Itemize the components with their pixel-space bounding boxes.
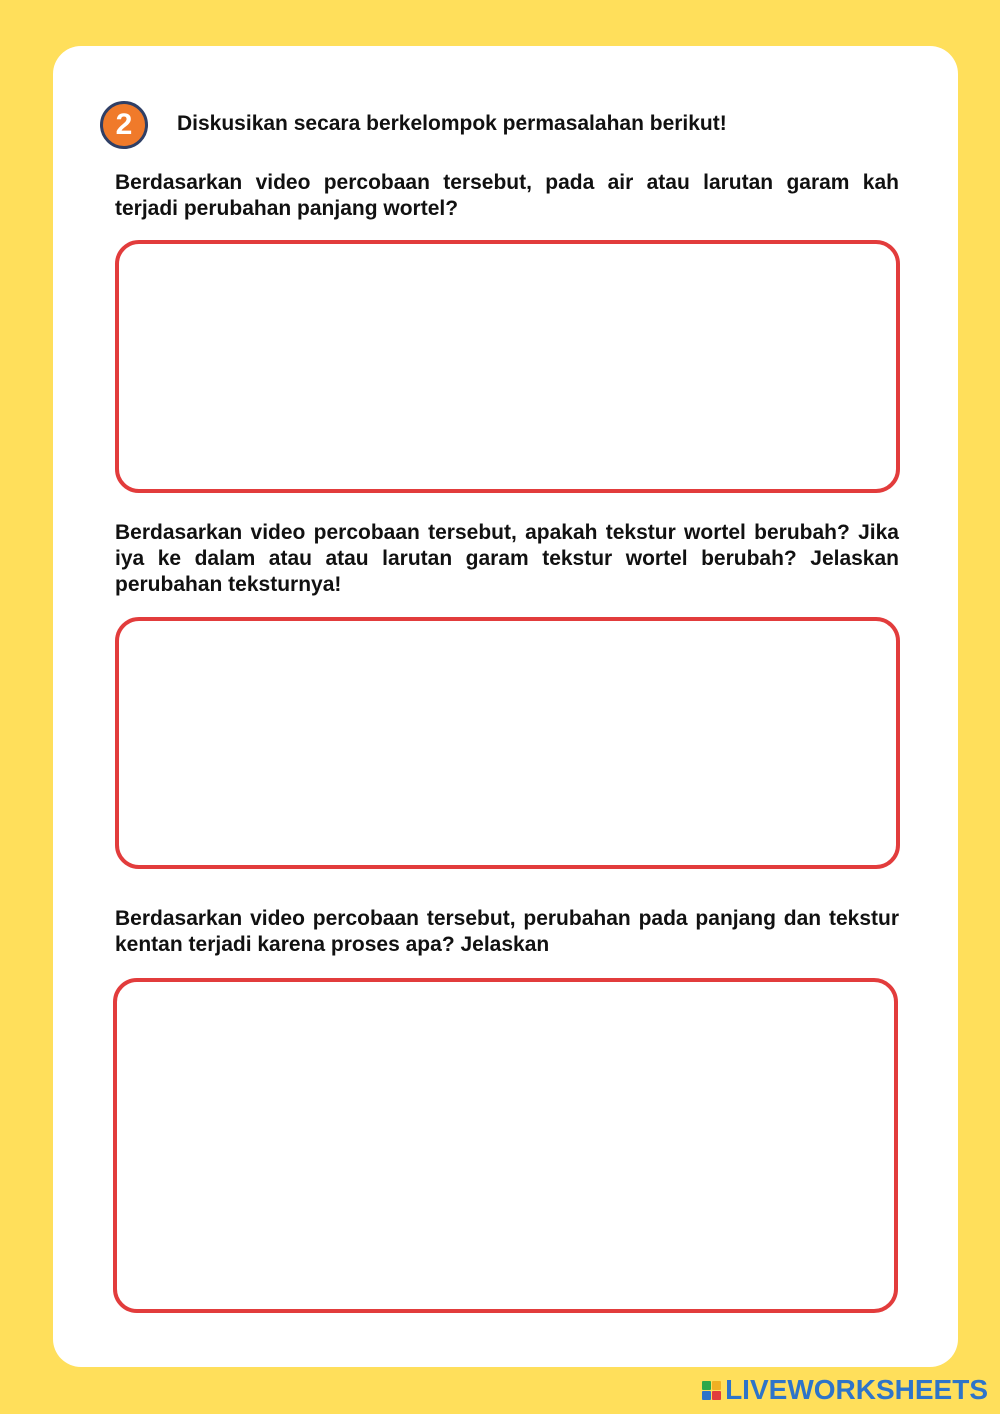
answer-box-1[interactable] [115, 240, 900, 493]
liveworksheets-logo-icon [702, 1381, 721, 1400]
instruction-heading: Diskusikan secara berkelompok permasalahan berikut! [177, 112, 727, 135]
question-1-text: Berdasarkan video percobaan tersebut, pada air atau larutan garam kah terjadi perubahan panjang wortel? [115, 171, 899, 220]
answer-box-3[interactable] [113, 978, 898, 1313]
liveworksheets-watermark [702, 1374, 988, 1406]
step-number-badge: 2 [100, 101, 148, 149]
watermark-text: LIVEWORKSHEETS [725, 1374, 988, 1405]
question-3-text: Berdasarkan video percobaan tersebut, perubahan pada panjang dan tekstur kentan terjadi karena proses apa? Jelaskan [115, 907, 899, 956]
answer-box-2[interactable] [115, 617, 900, 869]
question-2-text: Berdasarkan video percobaan tersebut, apakah tekstur wortel berubah? Jika iya ke dalam atau atau larutan garam tekstur wortel berubah? Jelaskan perubahan teksturnya! [115, 521, 899, 596]
